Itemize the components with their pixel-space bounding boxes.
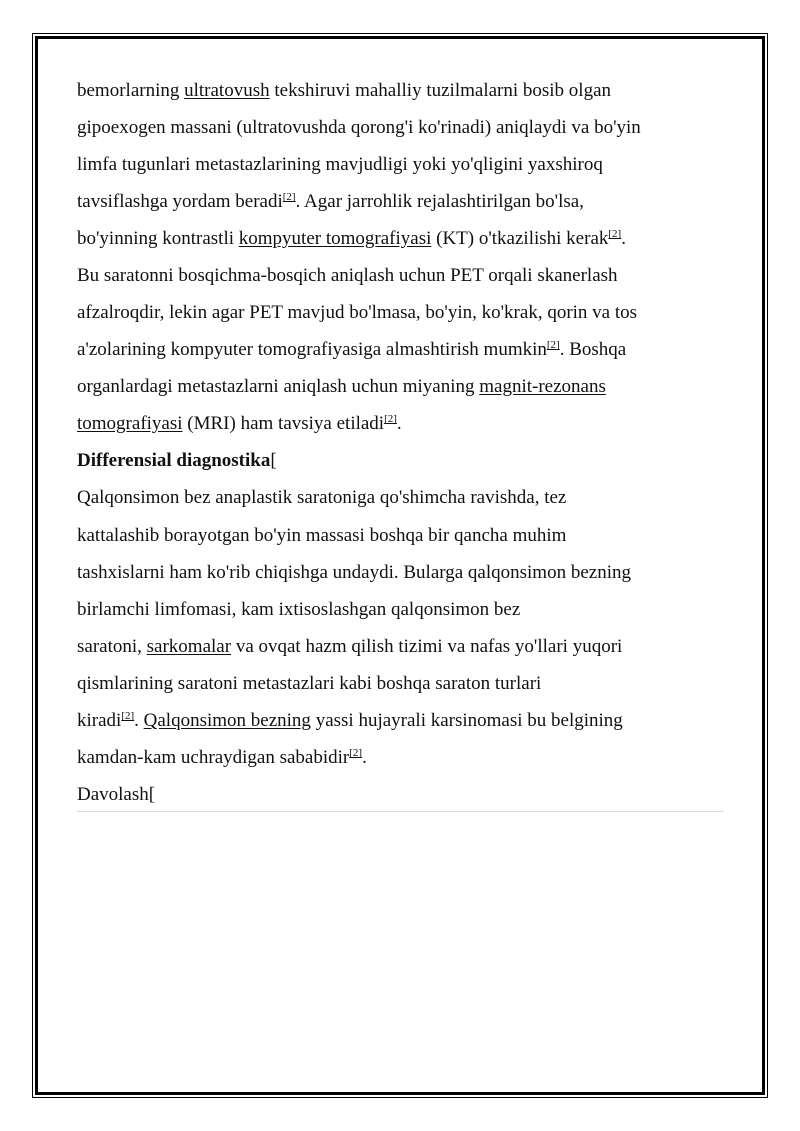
text-line [77, 739, 727, 776]
text-run: (KT) o'tkazilishi kerak [431, 228, 609, 249]
citation-link[interactable]: [2] [384, 413, 397, 425]
citation-link[interactable]: [2] [546, 339, 560, 351]
text-line: gipoexogen massani (ultratovushda qorong'i ko'rinadi) aniqlaydi va bo'yin [77, 117, 641, 138]
edit-bracket[interactable]: [ [270, 450, 277, 471]
text-run: bo'yinning kontrastli [77, 228, 239, 249]
text-run: bemorlarning [77, 80, 185, 101]
link-magnit-rezonans[interactable]: magnit-rezonans [479, 376, 606, 397]
text-line: limfa tugunlari metastazlarining mavjudligi yoki yo'qligini yaxshiroq [77, 154, 603, 175]
section-heading-davolash [77, 776, 727, 813]
citation-link[interactable]: [2] [608, 228, 622, 240]
text-line: qismlarining saratoni metastazlari kabi boshqa saraton turlari [77, 673, 542, 694]
heading-text: Differensial diagnostika [77, 450, 271, 471]
text-run: va ovqat hazm qilish tizimi va nafas yo'llari yuqori [231, 636, 623, 657]
text-line [77, 220, 727, 257]
text-line [77, 72, 727, 109]
text-line: afzalroqdir, lekin agar PET mavjud bo'lmasa, bo'yin, ko'krak, qorin va tos [77, 302, 638, 323]
text-run: organlardagi metastazlarni aniqlash uchun miyaning [77, 376, 480, 397]
text-line: kattalashib borayotgan bo'yin massasi boshqa bir qancha muhim [77, 525, 567, 546]
text-run: . [396, 413, 402, 434]
text-run: . [134, 710, 144, 731]
citation-link[interactable]: [2] [282, 191, 296, 203]
text-line [77, 702, 727, 739]
text-run: (MRI) ham tavsiya etiladi [182, 413, 385, 434]
text-run: . [362, 747, 367, 768]
text-run: kiradi [77, 710, 122, 731]
text-line: Bu saratonni bosqichma-bosqich aniqlash uchun PET orqali skanerlash [77, 265, 618, 286]
citation-link[interactable]: [2] [349, 747, 363, 759]
text-run: a'zolarining kompyuter tomografiyasiga almashtirish mumkin [77, 339, 547, 360]
citation-link[interactable]: [2] [121, 710, 135, 722]
text-line [77, 183, 727, 220]
text-line: Qalqonsimon bez anaplastik saratoniga qo'shimcha ravishda, tez [77, 487, 567, 508]
text-run: yassi hujayrali karsinomasi bu belgining [310, 710, 623, 731]
paragraph-differential [77, 479, 727, 776]
text-line [77, 405, 727, 442]
link-kompyuter-tomografiyasi[interactable]: kompyuter tomografiyasi [238, 228, 432, 249]
link-tomografiyasi[interactable]: tomografiyasi [77, 413, 183, 434]
text-line: tashxislarni ham ko'rib chiqishga undaydi. Bularga qalqonsimon bezning [77, 562, 631, 583]
document-body [77, 72, 727, 813]
text-run: . Agar jarrohlik rejalashtirilgan bo'lsa, [295, 191, 584, 212]
text-run: . [621, 228, 626, 249]
link-ultratovush[interactable]: ultratovush [184, 80, 270, 101]
section-heading-differensial [77, 442, 727, 479]
text-line: birlamchi limfomasi, kam ixtisoslashgan qalqonsimon bez [77, 599, 521, 620]
text-run: tavsiflashga yordam beradi [77, 191, 283, 212]
link-sarkomalar[interactable]: sarkomalar [146, 636, 232, 657]
text-line [77, 368, 727, 405]
heading-text: Davolash [77, 784, 149, 805]
text-run: saratoni, [77, 636, 147, 657]
link-qalqonsimon-bezning[interactable]: Qalqonsimon bezning [143, 710, 311, 731]
text-line [77, 628, 727, 665]
text-line [77, 331, 727, 368]
paragraph-ultrasound [77, 72, 727, 442]
text-run: tekshiruvi mahalliy tuzilmalarni bosib olgan [269, 80, 612, 101]
section-divider [77, 811, 724, 812]
edit-bracket[interactable]: [ [148, 784, 156, 805]
text-run: . Boshqa [559, 339, 627, 360]
text-run: kamdan-kam uchraydigan sababidir [77, 747, 350, 768]
